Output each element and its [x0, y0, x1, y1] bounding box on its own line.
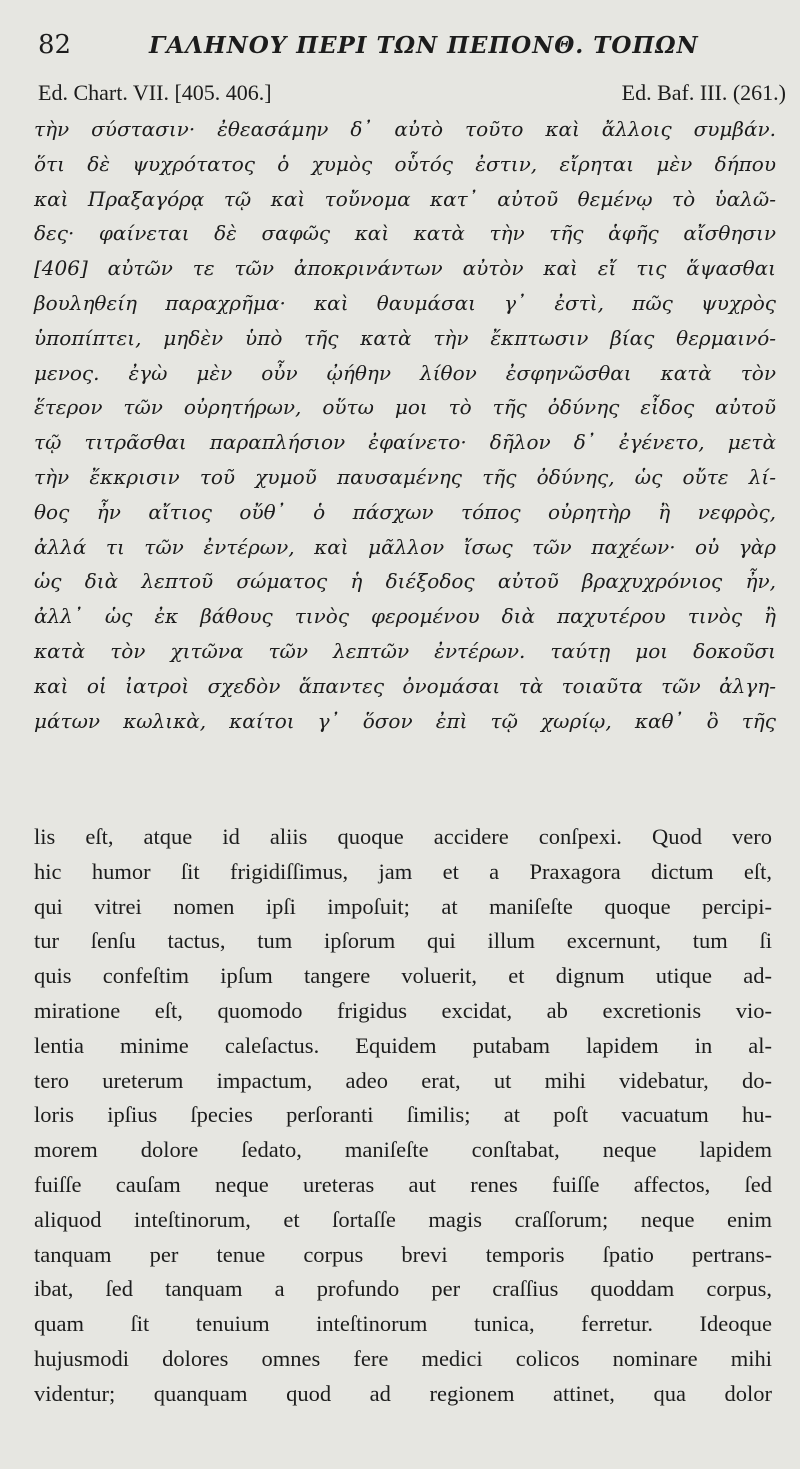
greek-text-line: καὶ οἱ ἰατροὶ σχεδὸν ἅπαντες ὀνομάσαι τὰ τοιαῦτα τῶν ἀλγη-: [34, 673, 776, 698]
greek-text-line: βουληθείη παραχρῆμα· καὶ θαυμάσαι γ᾽ ἐστὶ, πῶς ψυχρὸς: [34, 290, 776, 315]
greek-text-line: τὴν σύστασιν· ἐθεασάμην δ᾽ αὐτὸ τοῦτο καὶ ἄλλοις συμβάν.: [34, 117, 776, 141]
running-title: ΓΑΛΗΝΟΥ ΠΕΡΙ ΤΩΝ ΠΕΠΟΝΘ. ΤΟΠΩΝ: [149, 32, 699, 59]
greek-text-line: [406] αὐτῶν τε τῶν ἀποκρινάντων αὐτὸν καὶ εἴ τις ἅψασθαι: [34, 256, 776, 281]
edition-reference-chartier: Ed. Chart. VII. [405. 406.]: [38, 80, 272, 105]
greek-text-line: μάτων κωλικὰ, καίτοι γ᾽ ὅσον ἐπὶ τῷ χωρίῳ, καθ᾽ ὃ τῆς: [34, 708, 776, 733]
edition-references: [34, 80, 786, 110]
greek-text-line: κατὰ τὸν χιτῶνα τῶν λεπτῶν ἐντέρων. ταύτῃ μοι δοκοῦσι: [34, 638, 776, 663]
greek-text-line: μενος. ἐγὼ μὲν οὖν ᾠήθην λίθον ἐσφηνῶσθαι κατὰ τὸν: [34, 360, 776, 385]
latin-text-line: lentia minime caleſactus. Equidem putabam lapidem in al-: [34, 1032, 772, 1058]
greek-text-block: [34, 112, 776, 738]
latin-text-block: [34, 820, 772, 1412]
latin-text-line: tero ureterum impactum, adeo erat, ut mihi videbatur, do-: [34, 1067, 772, 1093]
greek-text-line: ἀλλ᾽ ὡς ἐκ βάθους τινὸς φερομένου διὰ παχυτέρου τινὸς ἢ: [34, 604, 776, 629]
latin-text-line: hujusmodi dolores omnes fere medici colicos nominare mihi: [34, 1345, 772, 1371]
greek-text-line: τὴν ἔκκρισιν τοῦ χυμοῦ παυσαμένης τῆς ὀδύνης, ὡς οὔτε λί-: [34, 464, 776, 489]
latin-text-line: videntur; quanquam quod ad regionem attinet, qua dolor: [34, 1380, 772, 1406]
greek-text-line: δες· φαίνεται δὲ σαφῶς καὶ κατὰ τὴν τῆς ἁφῆς αἴσθησιν: [34, 221, 776, 246]
greek-text-line: ὅτι δὲ ψυχρότατος ὁ χυμὸς οὗτός ἐστιν, εἴρηται μὲν δήπου: [34, 151, 776, 176]
greek-text-line: ἀλλά τι τῶν ἐντέρων, καὶ μᾶλλον ἴσως τῶν παχέων· οὐ γὰρ: [34, 534, 776, 559]
latin-text-line: quam ſit tenuium inteſtinorum tunica, ferretur. Ideoque: [34, 1311, 772, 1337]
greek-text-line: καὶ Πραξαγόρᾳ τῷ καὶ τοὔνομα κατ᾽ αὐτοῦ θεμένῳ τὸ ὑαλῶ-: [34, 186, 776, 211]
latin-text-line: aliquod inteſtinorum, et ſortaſſe magis craſſorum; neque enim: [34, 1206, 772, 1232]
latin-text-line: qui vitrei nomen ipſi impoſuit; at maniſeſte quoque percipi-: [34, 893, 772, 919]
latin-text-line: morem dolore ſedato, maniſeſte conſtabat, neque lapidem: [34, 1137, 772, 1163]
greek-text-line: ἕτερον τῶν οὐρητήρων, οὕτω μοι τὸ τῆς ὀδύνης εἶδος αὐτοῦ: [34, 395, 776, 420]
page-number: 82: [38, 30, 72, 60]
latin-text-line: quis confeſtim ipſum tangere voluerit, et dignum utique ad-: [34, 963, 772, 989]
latin-text-line: tur ſenſu tactus, tum ipſorum qui illum excernunt, tum ſi: [34, 928, 772, 954]
latin-text-line: loris ipſius ſpecies perſoranti ſimilis; at poſt vacuatum hu-: [34, 1102, 772, 1128]
edition-reference-basel: Ed. Baf. III. (261.): [621, 80, 786, 105]
latin-text-line: hic humor ſit frigidiſſimus, jam et a Praxagora dictum eſt,: [34, 858, 772, 884]
latin-text-line: fuiſſe cauſam neque ureteras aut renes fuiſſe affectos, ſed: [34, 1171, 772, 1197]
greek-text-line: θος ἦν αἴτιος οὔθ᾽ ὁ πάσχων τόπος οὐρητὴρ ἢ νεφρὸς,: [34, 499, 776, 524]
latin-text-line: miratione eſt, quomodo frigidus excidat, ab excretionis vio-: [34, 997, 772, 1023]
latin-text-line: ibat, ſed tanquam a profundo per craſſius quoddam corpus,: [34, 1276, 772, 1302]
greek-text-line: τῷ τιτρᾶσθαι παραπλήσιον ἐφαίνετο· δῆλον δ᾽ ἐγένετο, μετὰ: [34, 430, 776, 455]
greek-text-line: ὑποπίπτει, μηδὲν ὑπὸ τῆς κατὰ τὴν ἔκπτωσιν βίας θερμαινό-: [34, 325, 776, 350]
greek-text-line: ὡς διὰ λεπτοῦ σώματος ἡ διέξοδος αὐτοῦ βραχυχρόνιος ἦν,: [34, 569, 776, 594]
latin-text-line: lis eſt, atque id aliis quoque accidere conſpexi. Quod vero: [34, 824, 772, 849]
latin-text-line: tanquam per tenue corpus brevi temporis ſpatio pertrans-: [34, 1241, 772, 1267]
running-head: [34, 30, 786, 66]
